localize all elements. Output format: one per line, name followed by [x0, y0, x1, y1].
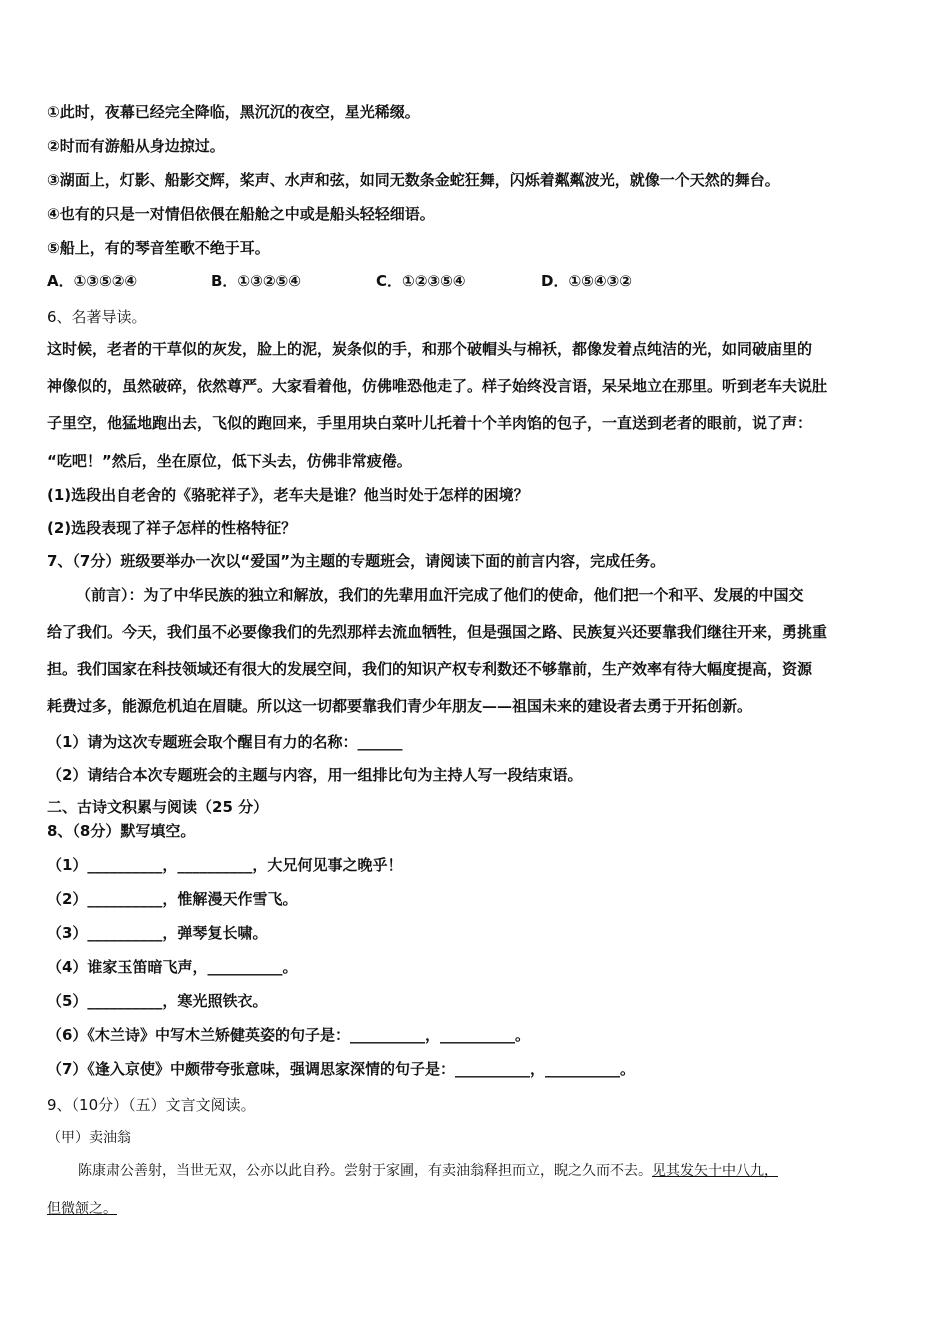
- sentence-4: ④也有的只是一对情侣依偎在船舱之中或是船头轻轻细语。: [47, 205, 435, 223]
- option-c: C．①②③⑤④: [376, 272, 466, 290]
- q6-question-2: (2)选段表现了祥子怎样的性格特征？: [47, 519, 297, 537]
- q9-passage-line-1: [78, 1160, 778, 1182]
- q8-item-4: （4）谁家玉笛暗飞声，__________。: [47, 958, 298, 976]
- q6-passage-line: 这时候，老者的干草似的灰发，脸上的泥，炭条似的手，和那个破帽头与棉袄，都像发着点纯洁的光，如同破庙里的: [47, 340, 813, 358]
- q7-preface-line: 担。我们国家在科技领域还有很大的发展空间，我们的知识产权专利数还不够靠前，生产效率有待大幅度提高，资源: [47, 660, 813, 678]
- section-2-heading: 二、古诗文积累与阅读（25 分）: [47, 798, 269, 816]
- option-b: B．①③②⑤④: [211, 272, 301, 290]
- q6-passage-line: “吃吧！”然后，坐在原位，低下头去，仿佛非常疲倦。: [47, 452, 412, 470]
- q9-subtitle: （甲）卖油翁: [47, 1130, 131, 1146]
- q8-item-2: （2）__________，惟解漫天作雪飞。: [47, 890, 298, 908]
- q8-item-6: （6）《木兰诗》中写木兰矫健英姿的句子是：__________，__________。: [47, 1026, 530, 1044]
- q7-task-2: （2）请结合本次专题班会的主题与内容，用一组排比句为主持人写一段结束语。: [47, 766, 583, 784]
- q6-passage-line: 子里空，他猛地跑出去，飞似的跑回来，手里用块白菜叶儿托着十个羊肉馅的包子，一直送到老者的眼前，说了声：: [47, 414, 813, 432]
- q8-title: 8、（8分）默写填空。: [47, 822, 196, 840]
- q8-item-5: （5）__________，寒光照铁衣。: [47, 992, 268, 1010]
- q7-preface-line: 耗费过多，能源危机迫在眉睫。所以这一切都要靠我们青少年朋友——祖国未来的建设者去勇于开拓创新。: [47, 697, 753, 715]
- sentence-1: ①此时，夜幕已经完全降临，黑沉沉的夜空，星光稀缀。: [47, 103, 420, 121]
- option-a: A．①③⑤②④: [47, 272, 138, 290]
- q7-task-1: （1）请为这次专题班会取个醒目有力的名称：______: [47, 733, 403, 751]
- q7-preface-line: 给了我们。今天，我们虽不必要像我们的先烈那样去流血牺牲，但是强国之路、民族复兴还要靠我们继往开来，勇挑重: [47, 623, 828, 641]
- passage-text: 陈康肃公善射，当世无双，公亦以此自矜。尝射于家圃，有卖油翁释担而立，睨之久而不去。: [78, 1163, 652, 1179]
- q7-title: 7、（7分）班级要举办一次以“爱国”为主题的专题班会，请阅读下面的前言内容，完成任务。: [47, 552, 666, 570]
- q8-item-7: （7）《逢入京使》中颇带夸张意味，强调思家深情的句子是：__________，__________。: [47, 1060, 635, 1078]
- sentence-5: ⑤船上，有的琴音笙歌不绝于耳。: [47, 239, 270, 257]
- q8-item-3: （3）__________，弹琴复长啸。: [47, 924, 268, 942]
- option-d: D．①⑤④③②: [541, 272, 632, 290]
- q6-question-1: (1)选段出自老舍的《骆驼祥子》，老车夫是谁？他当时处于怎样的困境？: [47, 486, 529, 504]
- q9-passage-line-2: [47, 1198, 117, 1220]
- q6-title: 6、名著导读。: [47, 308, 147, 326]
- q8-item-1: （1）__________，__________，大兄何见事之晚乎！: [47, 856, 403, 874]
- underlined-phrase: 但微颔之。: [47, 1201, 117, 1217]
- q9-title: 9、（10分）（五）文言文阅读。: [47, 1096, 256, 1114]
- q6-passage-line: 神像似的，虽然破碎，依然尊严。大家看着他，仿佛唯恐他走了。样子始终没言语，呆呆地立在那里。听到老车夫说肚: [47, 377, 828, 395]
- sentence-2: ②时而有游船从身边掠过。: [47, 137, 225, 155]
- underlined-phrase: 见其发矢十中八九，: [652, 1163, 778, 1179]
- q7-preface-line: （前言）：为了中华民族的独立和解放，我们的先辈用血汗完成了他们的使命，他们把一个和平、发展的中国交: [76, 586, 804, 604]
- sentence-3: ③湖面上，灯影、船影交辉，桨声、水声和弦，如同无数条金蛇狂舞，闪烁着粼粼波光，就像一个天然的舞台。: [47, 171, 780, 189]
